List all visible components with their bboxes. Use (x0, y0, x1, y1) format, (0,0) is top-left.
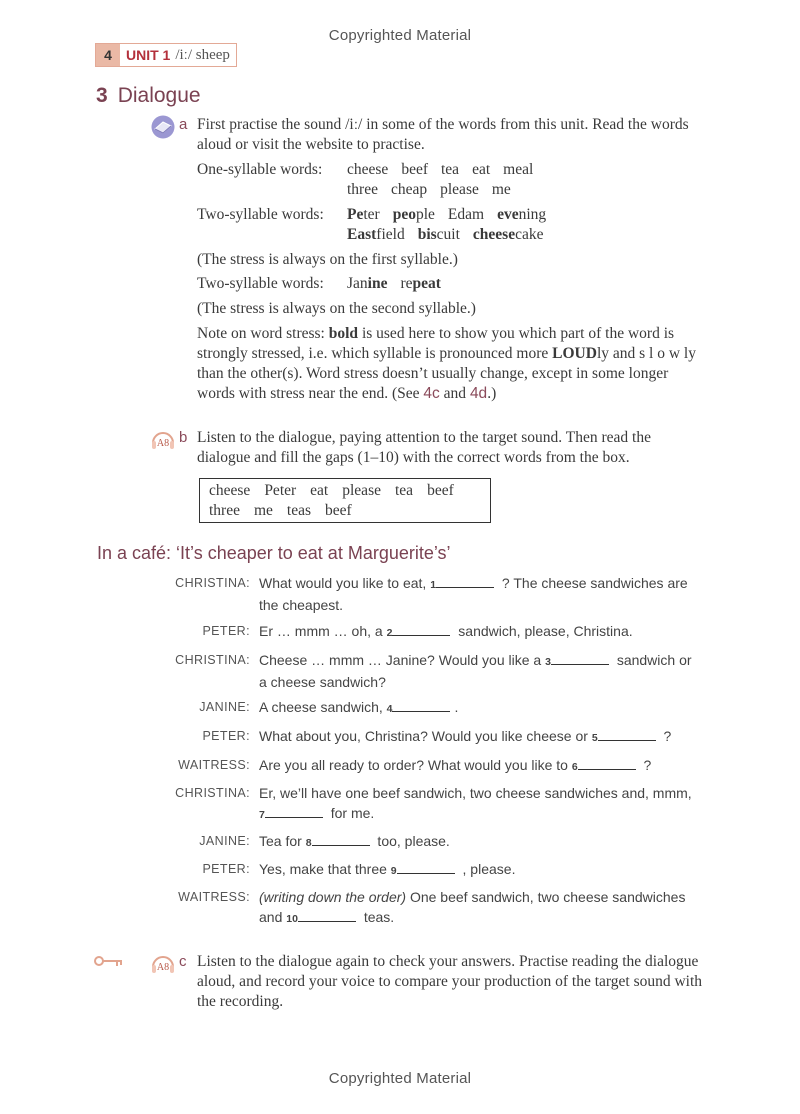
speech: A cheese sandwich, 4 . (259, 699, 459, 715)
two-syllable-words-1 (347, 206, 559, 223)
gap-2[interactable] (392, 623, 450, 636)
dialogue-title: In a café: ‘It’s cheaper to eat at Marguerite’s’ (97, 543, 451, 563)
one-syllable-row-1 (197, 160, 546, 180)
key-icon[interactable] (94, 954, 124, 968)
word: biscuit (417, 226, 460, 243)
word: eat (472, 161, 491, 178)
speech: Tea for 8 too, please. (259, 833, 450, 849)
link-4d[interactable]: 4d (469, 385, 488, 402)
two-syllable-row-1 (197, 205, 559, 225)
word: please (440, 181, 479, 198)
two-syllable-label-2: Two-syllable words: (197, 275, 324, 292)
svg-text:A8: A8 (156, 962, 170, 973)
unit-header-tab (95, 43, 237, 67)
two-syllable-words-3 (347, 275, 454, 292)
word: cheese (347, 161, 389, 178)
word-box (199, 478, 491, 523)
gap-8[interactable] (312, 833, 370, 846)
first-syllable-note: (The stress is always on the first syllable.) (197, 251, 458, 268)
word: Janine (347, 275, 388, 292)
page-number: 4 (96, 44, 120, 66)
exercise-c-text: Listen to the dialogue again to check your answers. Practise reading the dialogue aloud, and record your voice to compare your production of the target sound with the recording. (197, 953, 703, 1010)
copyright-watermark-bottom: Copyrighted Material (328, 1070, 472, 1087)
exercise-b-letter: b (179, 429, 188, 446)
one-syllable-words-1 (347, 161, 546, 178)
copyright-watermark-top: Copyrighted Material (328, 27, 472, 44)
gap-9[interactable] (397, 861, 455, 874)
word-stress-note: Note on word stress: bold is used here to show you which part of the word is strongly stressed, i.e. which syllable is pronounced more LOUDly and s l o w ly than the other(s). Word stress doesn’t usually change, except in some longer words with stress near the end. (See 4c and 4d.) (197, 325, 696, 402)
gap-4[interactable] (392, 699, 450, 712)
second-syllable-note: (The stress is always on the second syllable.) (197, 300, 476, 317)
section-number: 3 (96, 84, 108, 107)
word: cheap (390, 181, 428, 198)
unit-label (120, 44, 236, 66)
word: meal (503, 161, 534, 178)
word: beef (401, 161, 428, 178)
word: Edam (447, 206, 485, 223)
speaker: CHRISTINA: (175, 576, 250, 590)
word: evening (497, 206, 547, 223)
word-box-row-1: cheese Peter eat please tea beef (209, 482, 454, 499)
speaker: JANINE: (199, 834, 250, 848)
exercise-c-letter: c (179, 953, 187, 970)
gap-3[interactable] (551, 652, 609, 665)
word: cheesecake (472, 226, 544, 243)
word: tea (440, 161, 460, 178)
speaker: WAITRESS: (178, 758, 250, 772)
exercise-a-letter: a (179, 116, 188, 133)
one-syllable-row-2 (197, 180, 524, 200)
two-syllable-row-2 (197, 225, 556, 245)
one-syllable-words-2 (347, 181, 524, 198)
word: Peter (347, 206, 380, 223)
speech: Yes, make that three 9 , please. (259, 861, 516, 877)
audio-track-icon[interactable] (150, 952, 176, 976)
speech: Er, we’ll have one beef sandwich, two cheese sandwiches and, mmm, 7 for me. (259, 785, 692, 821)
word: three (347, 181, 378, 198)
speech: What about you, Christina? Would you like cheese or 5 ? (259, 728, 672, 744)
website-icon (150, 115, 176, 139)
section-title (96, 84, 201, 108)
speech: What would you like to eat, 1 ? The cheese sandwiches are the cheapest. (259, 575, 688, 613)
two-syllable-words-2 (347, 226, 556, 243)
speech: Er … mmm … oh, a 2 sandwich, please, Christina. (259, 623, 633, 639)
speaker: PETER: (202, 624, 250, 638)
two-syllable-label: Two-syllable words: (197, 206, 324, 223)
gap-1[interactable] (436, 575, 494, 588)
speaker: JANINE: (199, 700, 250, 714)
gap-7[interactable] (265, 805, 323, 818)
one-syllable-label: One-syllable words: (197, 161, 323, 178)
audio-track-icon[interactable] (150, 428, 176, 452)
unit-title: UNIT 1 (126, 47, 171, 63)
word: repeat (400, 275, 441, 292)
speaker: WAITRESS: (178, 890, 250, 904)
speech: Are you all ready to order? What would you like to 6 ? (259, 757, 652, 773)
word: people (392, 206, 435, 223)
gap-10[interactable] (298, 909, 356, 922)
section-name: Dialogue (117, 84, 201, 107)
speech: Cheese … mmm … Janine? Would you like a 3 sandwich or a cheese sandwich? (259, 652, 692, 690)
gap-5[interactable] (598, 728, 656, 741)
unit-sound: /iː/ sheep (175, 46, 230, 63)
word: me (491, 181, 511, 198)
speaker: CHRISTINA: (175, 786, 250, 800)
word: Eastfield (347, 226, 405, 243)
word-box-row-2: three me teas beef (209, 502, 352, 519)
svg-text:A8: A8 (156, 438, 170, 449)
gap-6[interactable] (578, 757, 636, 770)
link-4c[interactable]: 4c (423, 385, 440, 402)
two-syllable-second-row (197, 274, 454, 294)
exercise-a-intro: First practise the sound /iː/ in some of the words from this unit. Read the words aloud or visit the website to practise. (197, 116, 689, 153)
speaker: CHRISTINA: (175, 653, 250, 667)
exercise-b-text: Listen to the dialogue, paying attention to the target sound. Then read the dialogue and fill the gaps (1–10) with the correct words from the box. (197, 429, 651, 466)
speaker: PETER: (202, 729, 250, 743)
speaker: PETER: (202, 862, 250, 876)
speech: (writing down the order) One beef sandwich, two cheese sandwiches and 10 teas. (259, 889, 686, 925)
